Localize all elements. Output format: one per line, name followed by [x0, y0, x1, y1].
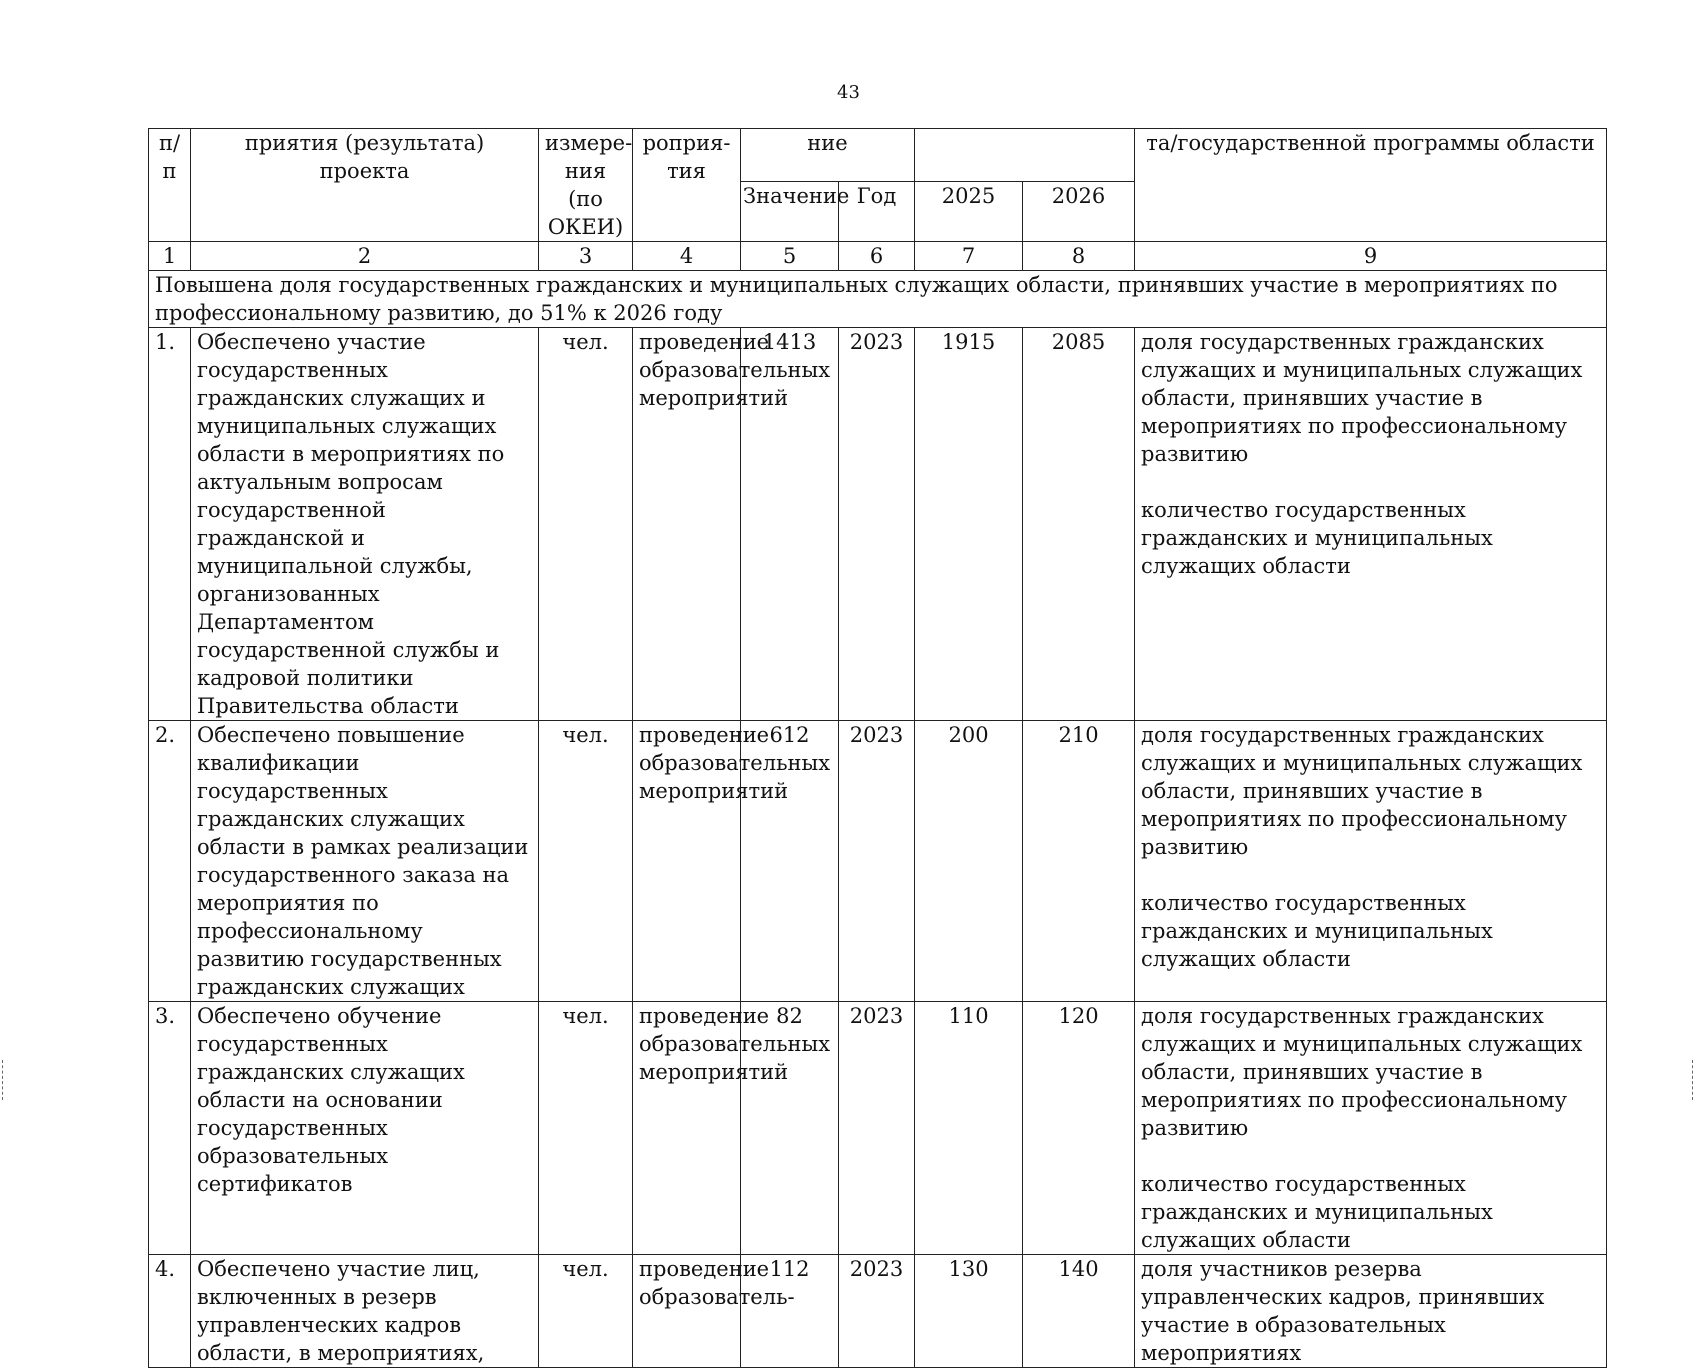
- scan-edge-mark-left: [2, 1060, 4, 1100]
- results-table: [148, 128, 1607, 1368]
- table-row: [149, 328, 1607, 721]
- page-number: 43: [837, 82, 860, 103]
- header-base-year: Год: [839, 182, 915, 242]
- indicator-2: количество государственных гражданских и муниципальных служащих области: [1141, 498, 1493, 578]
- header-col-4: роприя-тия: [633, 129, 741, 242]
- value-2025: 200: [915, 721, 1023, 1002]
- header-year-2025: 2025: [915, 182, 1023, 242]
- indicators: [1135, 328, 1607, 721]
- column-number: 2: [191, 242, 539, 271]
- indicator-1: доля государственных гражданских служащих и муниципальных служащих области, принявших участие в мероприятиях по профессиональному развитию: [1141, 1004, 1583, 1140]
- event-type: проведение образовательных мероприятий: [633, 328, 741, 721]
- table-row: [149, 1002, 1607, 1255]
- event-type: проведение образовательных мероприятий: [633, 721, 741, 1002]
- indicator-2: количество государственных гражданских и муниципальных служащих области: [1141, 891, 1493, 971]
- value-2025: 1915: [915, 328, 1023, 721]
- column-number: 1: [149, 242, 191, 271]
- indicators: [1135, 1002, 1607, 1255]
- indicators: [1135, 1255, 1607, 1368]
- value-2026: 120: [1023, 1002, 1135, 1255]
- result-name: Обеспечено участие лиц, включенных в резерв управленческих кадров области, в мероприятиях,: [191, 1255, 539, 1368]
- header-row-1: [149, 129, 1607, 182]
- indicators: [1135, 721, 1607, 1002]
- header-col-3: измере-ния (по ОКЕИ): [539, 129, 633, 242]
- column-number: 9: [1135, 242, 1607, 271]
- base-value: 112: [741, 1255, 839, 1368]
- row-number: 1.: [149, 328, 191, 721]
- value-2025: 130: [915, 1255, 1023, 1368]
- header-col-5-6: ние: [741, 129, 915, 182]
- column-number: 8: [1023, 242, 1135, 271]
- unit: чел.: [539, 721, 633, 1002]
- column-number: 5: [741, 242, 839, 271]
- result-name: Обеспечено обучение государственных гражданских служащих области на основании государственных образовательных сертификатов: [191, 1002, 539, 1255]
- section-row: [149, 271, 1607, 328]
- indicator-1: доля государственных гражданских служащих и муниципальных служащих области, принявших участие в мероприятиях по профессиональному развитию: [1141, 723, 1583, 859]
- base-year: 2023: [839, 328, 915, 721]
- column-number: 7: [915, 242, 1023, 271]
- base-year: 2023: [839, 721, 915, 1002]
- row-number: 3.: [149, 1002, 191, 1255]
- column-number-row: [149, 242, 1607, 271]
- result-name: Обеспечено участие государственных гражданских служащих и муниципальных служащих области в мероприятиях по актуальным вопросам государственной гражданской и муниципальной службы, организованных Департаментом государственной службы и кадровой политики Правительства области: [191, 328, 539, 721]
- header-base-value: Значение: [741, 182, 839, 242]
- base-value: 612: [741, 721, 839, 1002]
- event-type: проведение образовательных мероприятий: [633, 1002, 741, 1255]
- unit: чел.: [539, 1255, 633, 1368]
- header-year-2026: 2026: [1023, 182, 1135, 242]
- table-row: [149, 1255, 1607, 1368]
- base-value: 82: [741, 1002, 839, 1255]
- row-number: 2.: [149, 721, 191, 1002]
- result-name: Обеспечено повышение квалификации государственных гражданских служащих области в рамках реализации государственного заказа на мероприятия по профессиональному развитию государственных гражданских служащих: [191, 721, 539, 1002]
- base-value: 1413: [741, 328, 839, 721]
- table-row: [149, 721, 1607, 1002]
- section-title: Повышена доля государственных гражданских и муниципальных служащих области, принявших участие в мероприятиях по профессиональному развитию, до 51% к 2026 году: [149, 271, 1607, 328]
- value-2026: 140: [1023, 1255, 1135, 1368]
- row-number: 4.: [149, 1255, 191, 1368]
- unit: чел.: [539, 1002, 633, 1255]
- header-col-9: та/государственной программы области: [1135, 129, 1607, 242]
- indicator-1: доля государственных гражданских служащих и муниципальных служащих области, принявших участие в мероприятиях по профессиональному развитию: [1141, 330, 1583, 466]
- base-year: 2023: [839, 1002, 915, 1255]
- column-number: 3: [539, 242, 633, 271]
- column-number: 6: [839, 242, 915, 271]
- unit: чел.: [539, 328, 633, 721]
- header-col-7-8: [915, 129, 1135, 182]
- column-number: 4: [633, 242, 741, 271]
- value-2025: 110: [915, 1002, 1023, 1255]
- header-col-2: приятия (результата) проекта: [191, 129, 539, 242]
- scan-edge-mark-right: [1692, 1060, 1694, 1100]
- event-type: проведение образователь-: [633, 1255, 741, 1368]
- indicator-2: количество государственных гражданских и муниципальных служащих области: [1141, 1172, 1493, 1252]
- base-year: 2023: [839, 1255, 915, 1368]
- value-2026: 2085: [1023, 328, 1135, 721]
- header-col-1: п/п: [149, 129, 191, 242]
- indicator-1: доля участников резерва управленческих кадров, принявших участие в образовательных мероприятиях: [1141, 1257, 1545, 1365]
- value-2026: 210: [1023, 721, 1135, 1002]
